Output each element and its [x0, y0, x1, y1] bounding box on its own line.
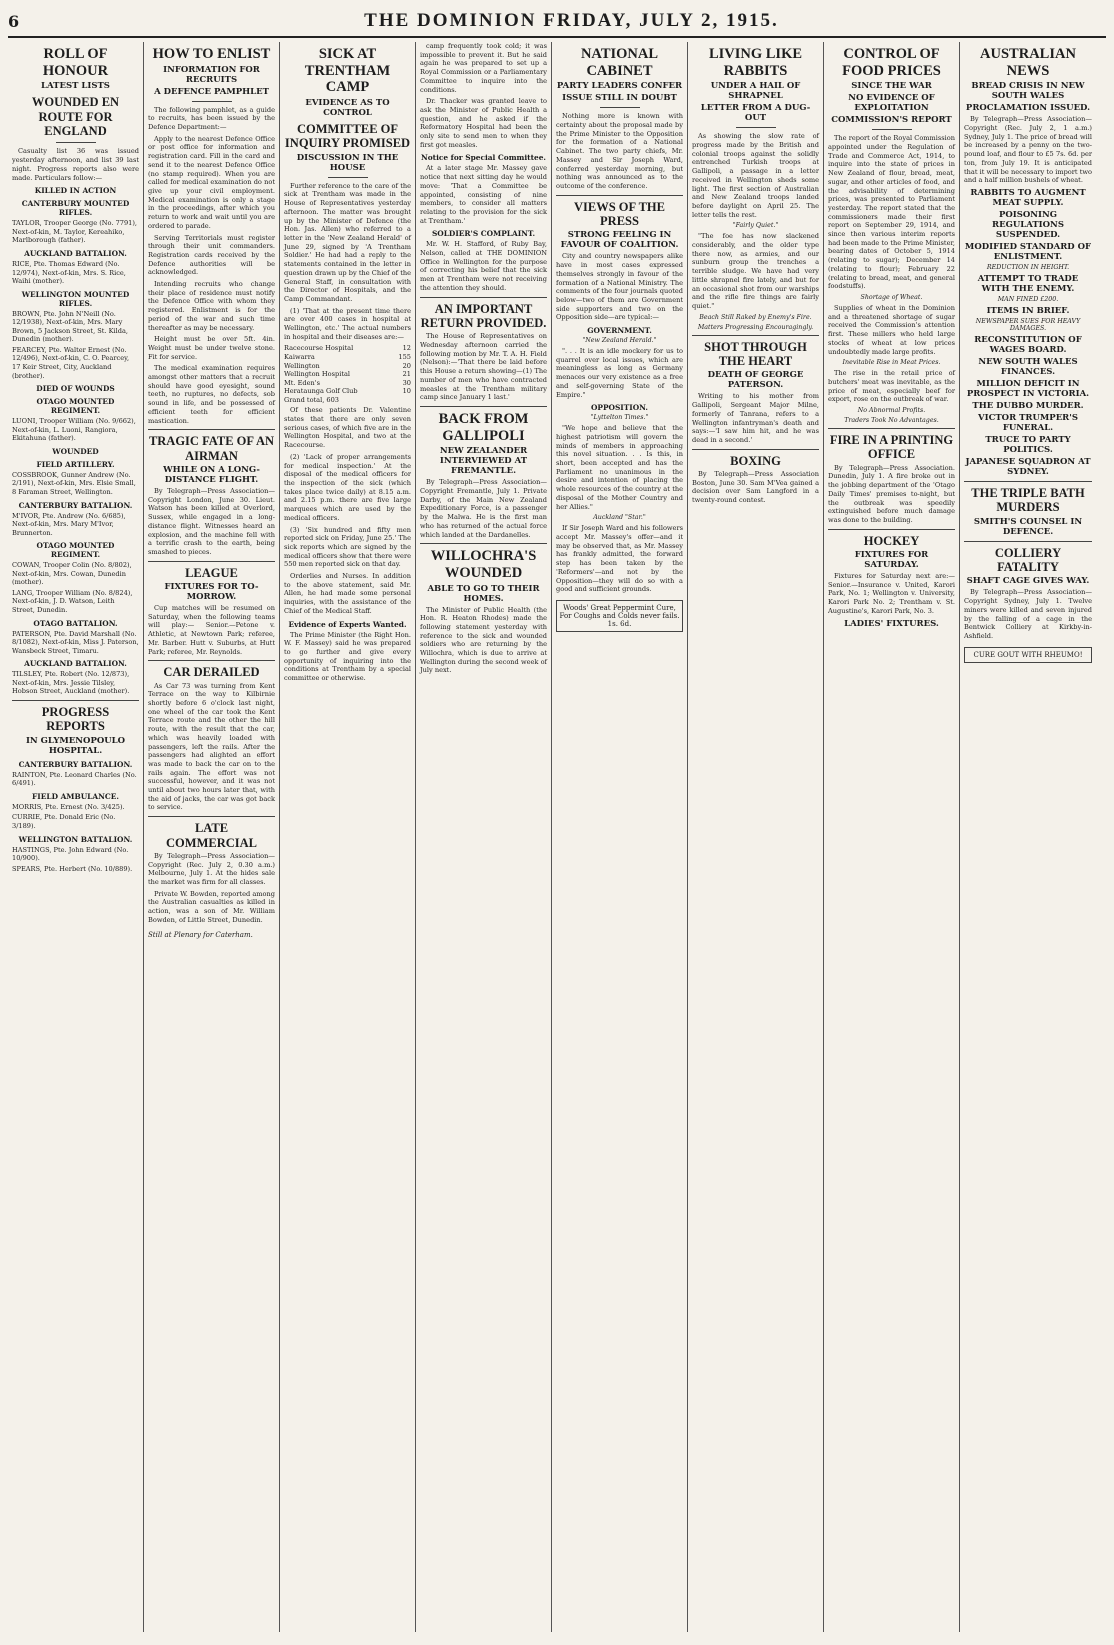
trentham-sub3: DISCUSSION IN THE HOUSE: [296, 152, 399, 173]
progress-entry: SPEARS, Pte. Herbert (No. 10/889).: [12, 864, 133, 873]
casualty-entry: PATERSON, Pte. David Marshall (No. 8/1082), Next-of-kin, Miss J. Paterson, Wansbeck Street, Timaru.: [12, 629, 139, 655]
dubbo-murder-head: THE DUBBO MURDER.: [972, 400, 1084, 411]
article-paragraph: By Telegraph—Press Association Boston, June 30. Sam M'Vea gained a decision over Sam Langford in a twenty-round contest.: [692, 470, 819, 505]
article-paragraph: Cup matches will be resumed on Saturday, when the following teams will play:— Senior.—Petone v. Athletic, at Newtown Park; referee, Mr. Barber. Hutt v. Suburbs, at Hutt Park; referee, Mr. Reynolds.: [148, 604, 275, 656]
article-paragraph: The Prime Minister (the Right Hon. W. F. Massey) said he was prepared to go further and give every opportunity of inquiring into the conditions at Trentham by a special committee or otherwise.: [284, 630, 411, 683]
unit-name: AUCKLAND BATTALION.: [24, 248, 127, 258]
boxing-head: BOXING: [730, 453, 781, 468]
ladies-fixtures-head: LADIES' FIXTURES.: [844, 618, 939, 629]
article-paragraph: Further reference to the care of the sick at Trentham was made in the House of Representatives yesterday afternoon. The matter was brought up by the Minister of Defence (the Hon. Jas. Allen) who referred to a letter in the 'New Zealand Herald' of June 29, signed by 'A Trentham Soldier.' He had had a reply to the statements contained in the letter in question drawn up by the Chief of the General Staff, in consultation with the Director of Hospitals, and the Camp Commandant.: [284, 181, 411, 303]
article-paragraph: By Telegraph—Press Association—Copyright (Rec. July 2, 1 a.m.) Sydney, July 1. The price of bread will be increased by a penny on the two-pound loaf, and flour to £5 7s. 6d. per ton, from July 19. It is anticipated that it will be necessary to import two and a half million bushels of wheat.: [964, 115, 1092, 185]
items-brief-head: ITEMS IN BRIEF.: [986, 305, 1070, 316]
latest-lists-subtitle: LATEST LISTS: [41, 81, 110, 92]
unit-name: FIELD ARTILLERY.: [36, 459, 115, 469]
article-paragraph: The rise in the retail price of butchers' meat was inevitable, as the price of meat, especially beef for export, rose on the outbreak of war.: [828, 369, 955, 404]
views-of-press-head: VIEWS OF THE PRESS: [574, 199, 665, 229]
column-trentham-camp: [280, 42, 416, 1632]
article-paragraph: "We hope and believe that the highest patriotism will govern the minds of members in approaching this novel situation. . . Is this, in short, been accepted and has the Parliament no unanimous in the desire and intention of placing the whole resources of the country at the disposal of the Mother Country and her Allies.": [556, 424, 683, 511]
unit-name: CANTERBURY BATTALION.: [18, 500, 133, 510]
modified-standard-head: MODIFIED STANDARD OF ENLISTMENT.: [964, 241, 1092, 262]
reduction-sub: REDUCTION IN HEIGHT.: [986, 263, 1070, 271]
masthead: [8, 6, 1106, 38]
article-paragraph: (1) 'That at the present time there are over 400 cases in hospital at Wellington, etc.' The actual numbers in hospital and their diseases are:—: [284, 306, 411, 341]
died-head: DIED OF WOUNDS: [36, 384, 115, 394]
column-trentham-continued: [416, 42, 552, 1632]
column-food-prices: [824, 42, 960, 1632]
australian-news-title: AUSTRALIAN NEWS: [980, 46, 1076, 79]
fire-head: FIRE IN A PRINTING OFFICE: [829, 433, 954, 462]
table-total: Grand total, 603: [284, 395, 340, 404]
column-roll-of-honour: [8, 42, 144, 1632]
article-paragraph: The House of Representatives on Wednesday afternoon carried the following motion by Mr. T. A. H. Field (Nelson):—'That there be laid before this House a return showing—(1) The number of men who have contracted measles at the Trentham military camp since January 1 last.': [420, 332, 547, 402]
progress-entry: HASTINGS, Pte. John Edward (No. 10/900).: [12, 845, 129, 863]
trade-enemy-head: ATTEMPT TO TRADE WITH THE ENEMY.: [977, 273, 1079, 294]
killed-head: KILLED IN ACTION: [34, 186, 117, 196]
casualty-entry: M'IVOR, Pte. Andrew (No. 6/685), Next-of-kin, Mrs. Mary M'Ivor, Brunnerton.: [12, 511, 126, 537]
article-paragraph: If Sir Joseph Ward and his followers accept Mr. Massey's offer—and it may be observed that, as Mr. Massey has frankly admitted, the forward step has been taken by the 'Reformers'—and not by the Opposition—they will do so with a good and sufficient grounds.: [556, 524, 683, 594]
progress-entry: MORRIS, Pte. Ernest (No. 3/425).: [12, 802, 125, 811]
article-paragraph: By Telegraph—Press Association—Copyright Fremantle, July 1. Private Darby, of the Main New Zealand Expeditionary Force, is a passenger by the Malwa. He is the first man who has returned of the actual force which landed at the Dardanelles.: [420, 478, 547, 539]
article-paragraph: Of these patients Dr. Valentine states that there are only seven serious cases, of which five are in the Wellington Hospital, and two at the Racecourse.: [284, 406, 411, 450]
article-paragraph: Nothing more is known with certainty about the proposal made by the Prime Minister to the Opposition for the formation of a National Cabinet. The two party chiefs, Mr. Massey and Sir Joseph Ward, conferred yesterday morning, but nothing was announced as to the outcome of the conference.: [556, 112, 683, 190]
article-paragraph: The medical examination requires amongst other matters that a recruit should have good eyesight, sound teeth, no ruptures, no defects, sob sound in life, and be possessed of efficient teeth for efficient mastication.: [148, 364, 275, 425]
unit-name: OTAGO MOUNTED REGIMENT.: [36, 541, 115, 560]
peppermint-cure-ad: Woods' Great Peppermint Cure, For Coughs and Colds never fails. 1s. 6d.: [556, 600, 683, 632]
column-australian-news: [960, 42, 1096, 1632]
table-row: Wellington Hospital 21: [284, 370, 411, 379]
casualty-entry: TAYLOR, Trooper George (No. 7791), Next-of-kin, M. Taylor, Kereahiko, Marlborough (father).: [12, 219, 138, 245]
article-paragraph: Dr. Thacker was granted leave to ask the Minister of Public Health a question, and he asked if the Reformatory Hospital had been the only site to send men to when they first got measles.: [420, 97, 547, 149]
views-of-press-sub: STRONG FEELING IN FAVOUR OF COALITION.: [560, 230, 679, 251]
unit-name: FIELD AMBULANCE.: [32, 791, 119, 801]
article-paragraph: "The foe has now slackened considerably, and the older type there now, as armies, and our sunburn group the trenches a terrible sludge. We have had very little shrapnel fire lately, and but for an occasional shot from our warships and the rifle fire things are fairly quiet.": [692, 232, 819, 310]
unit-name: WELLINGTON MOUNTED RIFLES.: [21, 289, 130, 308]
roll-of-honour-title: ROLL OF HONOUR: [42, 46, 109, 79]
trentham-sub1: EVIDENCE AS TO CONTROL: [305, 98, 390, 119]
article-paragraph: At a later stage Mr. Massey gave notice that next sitting day he would move: 'That a Committee be appointed, consisting of nine members, to consider all matters relating to the provision for the sick at Trentham.': [420, 164, 547, 225]
wheat-head: Shortage of Wheat.: [860, 294, 923, 301]
article-paragraph: As showing the slow rate of progress made by the British and colonial troops against the solidly entrenched Turkish troops at Gallipoli, a passage in a letter received in Wellington sheds some light. The first section of Australian and New Zealand troops landed before daylight on April 25. The letter tells the rest.: [692, 132, 819, 219]
rabbits-sub2: LETTER FROM A DUG-OUT: [700, 103, 811, 124]
food-prices-sub2: NO EVIDENCE OF EXPLOITATION: [848, 93, 935, 114]
traders-head: Traders Took No Advantages.: [844, 417, 939, 425]
article-paragraph: Private W. Bowden, reported among the Australian casualties as killed in action, was a son of Mr. William Bowden, of Little Street, Dunedin.: [148, 889, 275, 924]
proclamation-head: PROCLAMATION ISSUED.: [965, 103, 1091, 114]
unit-name: CANTERBURY MOUNTED RIFLES.: [21, 199, 130, 218]
article-paragraph: Mr. W. H. Stafford, of Ruby Bay, Nelson, called at THE DOMINION Office in Wellington for the purpose of correcting his belief that the sick men at Trentham were not receiving the attention they should.: [420, 240, 547, 292]
column-national-cabinet: [552, 42, 688, 1632]
food-prices-sub3: COMMISSION'S REPORT: [831, 115, 952, 126]
progress-reports-head: PROGRESS REPORTS: [41, 704, 110, 734]
how-to-enlist-title: HOW TO ENLIST: [152, 46, 271, 62]
article-paragraph: camp frequently took cold; it was impossible to prevent it. But he said again he was prepared to set up a Royal Commission or a Parliamentary Committee to inquire into the conditions.: [420, 42, 547, 94]
unit-name: CANTERBURY BATTALION.: [18, 759, 133, 769]
smith-counsel-sub: SMITH'S COUNSEL IN DEFENCE.: [973, 516, 1083, 537]
enlist-subtitle: INFORMATION FOR RECRUITS: [163, 64, 260, 85]
progress-subhead: IN GLYMENOPOULO HOSPITAL.: [25, 735, 126, 756]
opposition-sub: "Lyttelton Times.": [590, 414, 649, 422]
willochra-head: WILLOCHRA'S WOUNDED: [430, 548, 537, 581]
league-head: LEAGUE: [185, 565, 238, 580]
japanese-squadron-head: JAPANESE SQUADRON AT SYDNEY.: [965, 456, 1091, 477]
important-return-head: AN IMPORTANT RETURN PROVIDED.: [420, 301, 547, 330]
trumper-funeral-head: VICTOR TRUMPER'S FUNERAL.: [978, 412, 1078, 433]
article-paragraph: Apply to the nearest Defence Office or post office for information and registration card. Fill in the card and send it to the nearest Defence Office (no stamp required). When you are called for medical examination do not give up your civil employment. Medical examination is only a stage in the proceedings, after which you return to work and wait until you are ordered to parade.: [148, 134, 275, 230]
evidence-head: Evidence of Experts Wanted.: [288, 619, 407, 629]
soldier-head: SOLDIER'S COMPLAINT.: [431, 229, 536, 239]
wounded-en-route-head: WOUNDED EN ROUTE FOR ENGLAND: [31, 95, 120, 139]
casualty-entry: LANG, Trooper William (No. 8/824), Next-of-kin, J. D. Watson, Leith Street, Dunedin.: [12, 588, 133, 615]
progress-entry: CURRIE, Pte. Donald Eric (No. 3/189).: [12, 813, 116, 830]
poison-head: POISONING REGULATIONS SUSPENDED.: [992, 209, 1064, 240]
wages-board-head: RECONSTITUTION OF WAGES BOARD.: [974, 334, 1082, 355]
beach-raked-head: Beach Still Raked by Enemy's Fire.: [699, 313, 812, 321]
man-fined-sub: MAN FINED £200.: [997, 295, 1059, 303]
trentham-title: SICK AT TRENTHAM CAMP: [304, 46, 391, 96]
victoria-deficit-head: MILLION DEFICIT IN PROSPECT IN VICTORIA.: [966, 378, 1090, 399]
car-derailed-head: CAR DERAILED: [163, 665, 260, 680]
table-row: Kaiwarra 155: [284, 352, 411, 361]
article-paragraph: Orderlies and Nurses. In addition to the above statement, said Mr. Allen, he had made some personal inquiries, with the assistance of the Chief of the Medical Staff.: [284, 572, 411, 615]
national-cabinet-title: NATIONAL CABINET: [580, 46, 659, 79]
newspaper-sues-sub: NEWSPAPER SUES FOR HEAVY DAMAGES.: [975, 317, 1081, 332]
rabbits-meat-head: RABBITS TO AUGMENT MEAT SUPPLY.: [970, 187, 1086, 208]
rabbits-sub1: UNDER A HAIL OF SHRAPNEL: [710, 81, 801, 102]
unit-name: OTAGO BATTALION.: [33, 618, 118, 628]
back-from-gallipoli-sub: NEW ZEALANDER INTERVIEWED AT FREMANTLE.: [439, 446, 528, 477]
tragic-fate-sub: WHILE ON A LONG-DISTANCE FLIGHT.: [163, 465, 260, 486]
article-paragraph: The following pamphlet, as a guide to recruits, has been issued by the Defence Department:—: [148, 105, 275, 132]
article-paragraph: (3) 'Six hundred and fifty men reported sick on Friday, June 25.' The sick reports which are signed by the medical officers show that there were 550 men reported sick on that day.: [284, 525, 411, 569]
notice-head: Notice for Special Committee.: [420, 153, 546, 163]
colliery-fatality-head: COLLIERY FATALITY: [994, 545, 1062, 575]
casualty-entry: FEARCEY, Pte. Walter Ernest (No. 12/496), Next-of-kin, C. O. Pearcey, 17 Keir Street, City, Auckland (brother).: [12, 345, 130, 380]
table-row: Mt. Eden's 30: [284, 378, 411, 387]
unit-name: OTAGO MOUNTED REGIMENT.: [36, 397, 115, 416]
casualty-entry: BROWN, Pte. John N'Neill (No. 12/1938), Next-of-kin, Mrs. Mary Brown, 5 Jackson Street, St. Kilda, Dunedin (mother).: [12, 309, 129, 344]
food-prices-sub1: SINCE THE WAR: [851, 81, 932, 92]
article-paragraph: Serving Territorials must register through their unit commanders. Registration cards received by the Defence authorities will be acknowledged.: [148, 233, 275, 277]
nsw-finances-head: NEW SOUTH WALES FINANCES.: [978, 356, 1078, 377]
auckland-star-head: Auckland "Star.": [593, 514, 646, 522]
article-paragraph: Writing to his mother from Gallipoli, Sergeant Major Milne, formerly of Tanrana, refers to a Wellington infantryman's death and says:—'I saw him hit, and he was dead in a second.': [692, 392, 819, 444]
shot-through-heart-sub: DEATH OF GEORGE PATERSON.: [707, 370, 804, 391]
back-from-gallipoli-head: BACK FROM GALLIPOLI: [438, 410, 529, 444]
column-living-like-rabbits: [688, 42, 824, 1632]
matters-progressing-head: Matters Progressing Encouragingly.: [697, 323, 814, 331]
table-row: Herataunga Golf Club 10: [284, 387, 411, 396]
opposition-head: OPPOSITION.: [590, 403, 649, 413]
article-paragraph: (2) 'Lack of proper arrangements for medical inspection.' At the disposal of the medical officers for the inspection of the sick (which takes place twice daily) at 8.15 a.m. and 2.15 p.m. there are five large marquees which are used by the medical officers.: [284, 452, 411, 522]
enlist-subtitle-2: A DEFENCE PAMPHLET: [154, 86, 269, 97]
casualty-entry: LUONI, Trooper William (No. 9/662), Next-of-kin, L. Luoni, Rangiora, Ekitahuna (father).: [12, 417, 136, 443]
hockey-sub: FIXTURES FOR SATURDAY.: [854, 550, 929, 571]
government-head: GOVERNMENT.: [587, 326, 652, 336]
casualty-intro: Casualty list 36 was issued yesterday afternoon, and list 39 last night. Progress reports also were made. Particulars follow:—: [12, 147, 139, 182]
living-like-rabbits-title: LIVING LIKE RABBITS: [708, 46, 803, 79]
article-paragraph: Fixtures for Saturday next are:— Senior.—Insurance v. United, Karori Park, No. 1; Wellington v. University, Karori Park No. 2; Trentham v. St. Augustine's, Karori Park, No. 3.: [828, 572, 955, 615]
article-paragraph: Supplies of wheat in the Dominion and a threatened shortage of sugar received the Commission's attention first. These millers who held large stocks of wheat at low prices undoubtedly made large profits.: [828, 304, 955, 356]
government-sub: "New Zealand Herald.": [582, 337, 657, 345]
casualty-entry: TILSLEY, Pte. Robert (No. 12/873), Next-of-kin, Mrs. Jessie Tilsley, Hobson Street, Auckland (mother).: [12, 670, 130, 696]
trentham-sub2: COMMITTEE OF INQUIRY PROMISED: [284, 122, 411, 151]
unit-name: WELLINGTON BATTALION.: [18, 834, 133, 844]
willochra-sub: ABLE TO GO TO THEIR HOMES.: [427, 583, 540, 604]
article-paragraph: City and country newspapers alike have in most cases expressed themselves strongly in favour of the formation of a National Ministry. The comments of the four journals quoted below—two of them are Government side supporters and two on the Opposition side—are typical:—: [556, 252, 683, 322]
article-paragraph: By Telegraph—Press Association—Copyright Sydney, July 1. Twelve miners were killed and seven injured by the falling of a cage in the Bentwick Colliery at Kirkby-in-Ashfield.: [964, 588, 1092, 640]
article-paragraph: Height must be over 5ft. 4in. Weight must be under twelve stone. Fit for service.: [148, 335, 275, 361]
bread-crisis-head: BREAD CRISIS IN NEW SOUTH WALES: [971, 81, 1085, 102]
national-cabinet-sub1: PARTY LEADERS CONFER: [556, 81, 683, 92]
late-commercial-head: LATE COMMERCIAL: [166, 821, 257, 850]
national-cabinet-sub2: ISSUE STILL IN DOUBT: [562, 93, 677, 104]
article-paragraph: By Telegraph—Press Association—Copyright (Rec. July 2, 0.30 a.m.) Melbourne, July 1. At the hides sale the market was firm for all classes.: [148, 851, 275, 887]
wounded-head: WOUNDED: [52, 446, 99, 456]
truce-politics-head: TRUCE TO PARTY POLITICS.: [985, 434, 1071, 455]
shaft-cage-sub: SHAFT CAGE GIVES WAY.: [966, 576, 1090, 587]
progress-entry: RAINTON, Pte. Leonard Charles (No. 6/491).: [12, 770, 137, 788]
column-how-to-enlist: [144, 42, 280, 1632]
article-paragraph: The report of the Royal Commission appointed under the Regulation of Trade and Commerce Act, 1914, to inquire into the state of prices in New Zealand of flour, bread, meat, sugar, and other articles of food, and the advisability of determining prices, was presented to Parliament yesterday. The report stated that the commissioners made their first report on September 29, 1914, and since then various interim reports had been made to the Prime Minister, bearing dates of October 5, 1914 (relating to sugar); December 14 (relating to flour); February 22 (relating to bread, meat, and general foodstuffs).: [828, 134, 955, 291]
article-paragraph: The Minister of Public Health (the Hon. R. Heaton Rhodes) made the following statement yesterday with reference to the sick and wounded soldiers who are returning by the Willochra, which is due to arrive at Wellington during the second week of July next.: [420, 605, 547, 675]
fairly-quiet-head: "Fairly Quiet.": [732, 222, 779, 230]
casualty-entry: COWAN, Trooper Colin (No. 8/802), Next-of-kin, Mrs. Cowan, Dunedin (mother).: [12, 561, 132, 587]
article-paragraph: By Telegraph—Press Association. Dunedin, July 1. A fire broke out in the jobbing department of the 'Otago Daily Times' premises to-night, but the outbreak was speedily extinguished before much damage was done to the building.: [828, 463, 955, 524]
unit-name: AUCKLAND BATTALION.: [24, 659, 127, 669]
hospital-table: [284, 344, 411, 404]
food-prices-title: CONTROL OF FOOD PRICES: [842, 46, 941, 79]
page-number: 6: [8, 11, 20, 31]
shot-through-heart-head: SHOT THROUGH THE HEART: [704, 339, 807, 369]
table-row: Wellington 20: [284, 361, 411, 370]
abnormal-head: No Abnormal Profits.: [857, 407, 926, 415]
tragic-fate-head: TRAGIC FATE OF AN AIRMAN: [148, 434, 275, 463]
table-row: Racecourse Hospital 12: [284, 344, 411, 353]
newspaper-title: THE DOMINION FRIDAY, JULY 2, 1915.: [364, 10, 779, 31]
meat-head: Inevitable Rise in Meat Prices.: [842, 359, 941, 367]
triple-bath-murders-head: THE TRIPLE BATH MURDERS: [971, 485, 1085, 515]
article-paragraph: Intending recruits who change their place of residence must notify the Defence Office with whom they registered. Enlistment is for the period of the war and such time thereafter as may be necessary.: [148, 280, 275, 332]
article-paragraph: As Car 73 was turning from Kent Terrace on the way to Kilbirnie shortly before 6 o'clock last night, one wheel of the car took the Kent Terrace route and the other the hill route, with the result that the car, which was heavily loaded with passengers, left the rails. After the passengers had alighted an effort was made to back the car on to the rails again. The effort was not successful, however, and it was not until about two hours later that, with the aid of jacks, the car was got back to service.: [148, 681, 275, 812]
casualty-entry: COSSBROOK, Gunner Andrew (No. 2/191), Next-of-kin, Mrs. Elsie Small, 8 Faraman Street, Wellington.: [12, 470, 136, 496]
casualty-entry: RICE, Pte. Thomas Edward (No. 12/974), Next-of-kin, Mrs. S. Rice, Waihi (mother).: [12, 259, 126, 286]
rheumo-ad: CURE GOUT WITH RHEUMO!: [964, 647, 1092, 663]
article-paragraph: ". . . It is an idle mockery for us to quarrel over local issues, which are meaningless as long as Germany menaces our very existence as a free and self-governing State of the Empire.": [556, 347, 683, 399]
column-footer: Still at Plenary for Caterham.: [148, 930, 253, 939]
article-paragraph: By Telegraph—Press Association—Copyright London, June 30. Lieut. Watson has been killed at Overlord, Sussex, while engaged in a long-distance flight. Witnesses heard an explosion, and the machine fell with a terrific crash to the earth, being smashed to pieces.: [148, 487, 275, 556]
hockey-head: HOCKEY: [863, 533, 920, 548]
league-sub: FIXTURES FOR TO-MORROW.: [164, 582, 259, 603]
